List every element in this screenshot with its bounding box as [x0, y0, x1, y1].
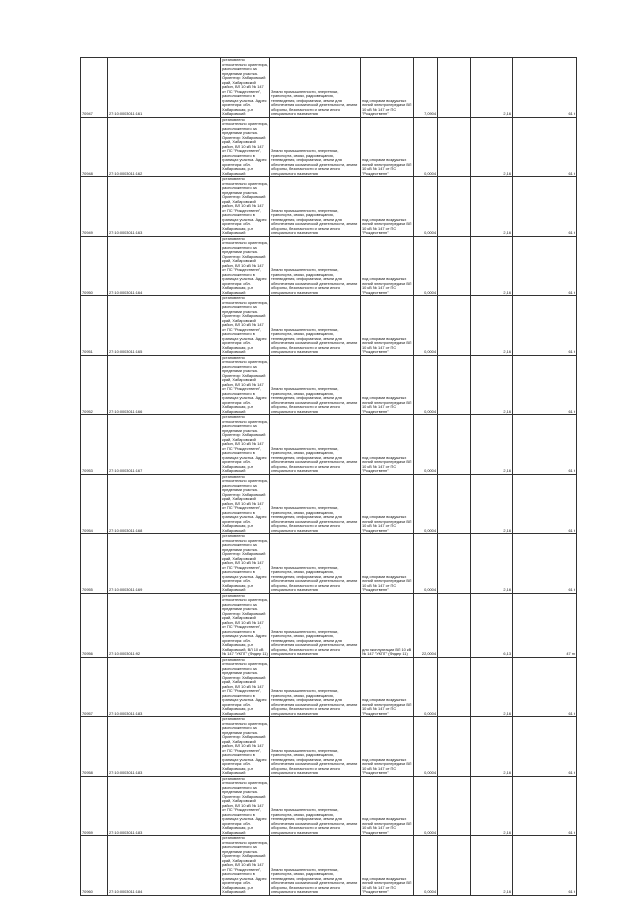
permitted-use	[361, 355, 414, 415]
trailing-value	[513, 355, 577, 415]
location-description-text: установлено относительно ориентира, расположенного за пределами участка. Ориентир: Хабаровский край, Хабаровский район, ВЛ 10 кВ № 147 от ПС "Рождественн", расположенного в границах участка. Адрес ориентира: обл. Хабаровская, р-н Хабаровский	[222, 533, 268, 592]
permitted-use-text: под опорами воздушных линий электропередачи ВЛ 10 кВ № 147 от ПС "Рождественн"	[362, 573, 412, 592]
land-category-text: Земли промышленности, энергетики, транспорта, связи, радиовещания, телевидения, информатики, земли для обеспечения космической деятельности, земли обороны, безопасности и земли иного специального назначения	[271, 747, 358, 775]
area-value	[414, 474, 438, 534]
record-number-text: 70951	[82, 349, 93, 354]
empty-cell	[438, 474, 471, 534]
area-value-text: 0,0004	[424, 170, 436, 176]
cadastral-value-text: 2,16	[503, 230, 511, 235]
cadastral-value-text: 2,16	[503, 829, 511, 835]
trailing-value	[513, 776, 577, 836]
trailing-value-text: 61 t	[568, 349, 575, 354]
cadastral-value-text: 2,16	[503, 710, 511, 716]
cadastral-number-text: 27:10:0003011:184	[109, 889, 143, 894]
table-row	[81, 717, 577, 777]
area-value	[414, 355, 438, 415]
cadastral-value-text: 6,13	[503, 651, 511, 656]
land-category-text: Земли промышленности, энергетики, транспорта, связи, радиовещания, телевидения, информатики, земли для обеспечения космической деятельности, земли обороны, безопасности и земли иного специального назначения	[271, 326, 358, 354]
permitted-use-text: под опорами воздушных линий электропередачи ВЛ 10 кВ № 147 от ПС "Рождественн"	[362, 276, 412, 295]
record-number	[81, 593, 108, 657]
area-value	[414, 593, 438, 657]
cadastral-number-text: 27:10:0003011:92	[109, 651, 141, 656]
table-row	[81, 355, 577, 415]
record-number	[81, 717, 108, 777]
area-value-text: 0,0004	[424, 710, 436, 716]
cadastral-value	[471, 836, 513, 896]
empty-cell	[438, 717, 471, 777]
cadastral-number	[108, 236, 221, 296]
location-description	[221, 415, 270, 475]
table-row	[81, 415, 577, 475]
trailing-value-text: 61 t	[568, 468, 575, 473]
record-number-text: 70954	[82, 527, 93, 533]
cadastral-number-text: 27:10:0003011:164	[109, 289, 143, 295]
permitted-use	[361, 776, 414, 836]
land-category-text: Земли промышленности, энергетики, транспорта, связи, радиовещания, телевидения, информатики, земли для обеспечения космической деятельности, земли обороны, безопасности и земли иного специального назначения	[271, 688, 358, 716]
empty-cell	[438, 355, 471, 415]
trailing-value-text: 47 m	[566, 651, 575, 656]
cadastral-number-text: 27:10:0003011:161	[109, 111, 143, 116]
table-body	[81, 58, 577, 896]
land-category-text: Земли промышленности, энергетики, транспорта, связи, радиовещания, телевидения, информатики, земли для обеспечения космической деятельности, земли обороны, безопасности и земли иного специального назначения	[271, 267, 358, 295]
cadastral-value	[471, 593, 513, 657]
record-number-text: 70952	[82, 408, 93, 414]
land-category-text: Земли промышленности, энергетики, транспорта, связи, радиовещания, телевидения, информатики, земли для обеспечения космической деятельности, земли обороны, безопасности и земли иного специального назначения	[271, 207, 358, 235]
location-description	[221, 534, 270, 594]
trailing-value-text: 61 t	[568, 170, 575, 176]
cadastral-value	[471, 657, 513, 717]
empty-cell	[438, 657, 471, 717]
document-sheet	[80, 57, 575, 896]
empty-cell	[438, 177, 471, 237]
area-value	[414, 657, 438, 717]
record-number-text: 70955	[82, 587, 93, 592]
trailing-value	[513, 415, 577, 475]
land-category-text: Земли промышленности, энергетики, транспорта, связи, радиовещания, телевидения, информатики, земли для обеспечения космической деятельности, земли обороны, безопасности и земли иного специального назначения	[271, 866, 358, 894]
permitted-use-text: под опорами воздушных линий электропередачи ВЛ 10 кВ № 147 от ПС "Рождественн"	[362, 454, 412, 473]
trailing-value	[513, 117, 577, 177]
cadastral-number	[108, 534, 221, 594]
empty-cell	[438, 117, 471, 177]
trailing-value	[513, 236, 577, 296]
cadastral-number	[108, 593, 221, 657]
trailing-value-text: 61 t	[568, 230, 575, 235]
cadastral-number-text: 27:10:0003011:163	[109, 230, 143, 235]
cadastral-number	[108, 717, 221, 777]
area-value	[414, 296, 438, 356]
cadastral-number	[108, 117, 221, 177]
table-row	[81, 776, 577, 836]
cadastral-value-text: 2,16	[503, 289, 511, 295]
permitted-use	[361, 58, 414, 118]
cadastral-value	[471, 474, 513, 534]
trailing-value	[513, 296, 577, 356]
location-description	[221, 474, 270, 534]
trailing-value	[513, 177, 577, 237]
area-value-text: 0,0004	[424, 289, 436, 295]
land-category	[270, 657, 361, 717]
table-row	[81, 534, 577, 594]
permitted-use	[361, 415, 414, 475]
area-value	[414, 117, 438, 177]
land-category	[270, 58, 361, 118]
land-category	[270, 474, 361, 534]
cadastral-number-text: 27:10:0003011:169	[109, 587, 143, 592]
cadastral-value	[471, 415, 513, 475]
permitted-use-text: под опорами воздушных линий электропередачи ВЛ 10 кВ № 147 от ПС "Рождественн"	[362, 697, 412, 716]
land-category	[270, 593, 361, 657]
empty-cell	[438, 776, 471, 836]
area-value	[414, 177, 438, 237]
permitted-use-text: под опорами воздушных линий электропередачи ВЛ 10 кВ № 147 от ПС "Рождественн"	[362, 875, 412, 894]
location-description-text: установлено относительно ориентира, расположенного за пределами участка. Ориентир: Хабаровский край, Хабаровский район, ВЛ 10 кВ № 147 от ПС "Рождественн", расположенного в границах участка. Адрес ориентира: обл. Хабаровская, р-н Хабаровский	[222, 295, 268, 354]
area-value-text: 0,0004	[424, 527, 436, 533]
location-description	[221, 593, 270, 657]
cadastral-number	[108, 836, 221, 896]
cadastral-value-text: 2,16	[503, 170, 511, 176]
cadastral-value	[471, 236, 513, 296]
record-number-text: 70958	[82, 770, 93, 775]
permitted-use-text: под опорами воздушных линий электропередачи ВЛ 10 кВ № 147 от ПС "Рождественн"	[362, 395, 412, 414]
location-description	[221, 58, 270, 118]
record-number	[81, 776, 108, 836]
trailing-value-text: 61 t	[568, 829, 575, 835]
cadastral-value-text: 2,16	[503, 587, 511, 592]
location-description	[221, 177, 270, 237]
permitted-use	[361, 117, 414, 177]
permitted-use-text: под опорами воздушных линий электропередачи ВЛ 10 кВ № 147 от ПС "Рождественн"	[362, 816, 412, 835]
permitted-use-text: под опорами воздушных линий электропередачи ВЛ 10 кВ № 147 от ПС "Рождественн"	[362, 97, 412, 116]
record-number	[81, 296, 108, 356]
area-value	[414, 236, 438, 296]
location-description-text: установлено относительно ориентира, расположенного за пределами участка. Ориентир: Хабаровский край, Хабаровский район, ВЛ 10 кВ № 147 от ПС "Рождественн", расположенного в границах участка. Адрес ориентира: обл. Хабаровская, р-н Хабаровский	[222, 716, 268, 775]
location-description-text: установлено относительно ориентира, расположенного за пределами участка. Ориентир: Хабаровский край, Хабаровский район, ВЛ 10 кВ № 147 от ПС "Рождественн", расположенного в границах участка. Адрес ориентира: обл. Хабаровская, р-н Хабаровский	[222, 835, 268, 894]
record-number	[81, 236, 108, 296]
record-number-text: 70959	[82, 829, 93, 835]
land-category-text: Земли промышленности, энергетики, транспорта, связи, радиовещания, телевидения, информатики, земли для обеспечения космической деятельности, земли обороны, безопасности и земли иного специального назначения	[271, 807, 358, 835]
trailing-value	[513, 593, 577, 657]
permitted-use	[361, 474, 414, 534]
land-category-text: Земли промышленности, энергетики, транспорта, связи, радиовещания, телевидения, информатики, земли для обеспечения космической деятельности, земли обороны, безопасности и земли иного специального назначения	[271, 148, 358, 176]
trailing-value-text: 61 t	[568, 408, 575, 414]
record-number	[81, 58, 108, 118]
cadastral-value-text: 2,16	[503, 770, 511, 775]
record-number-text: 70947	[82, 111, 93, 116]
area-value	[414, 836, 438, 896]
area-value	[414, 534, 438, 594]
area-value	[414, 58, 438, 118]
location-description-text: установлено относительно ориентира, расположенного за пределами участка. Ориентир: Хабаровский край, Хабаровский район, ВЛ 10 кВ № 147 от ПС "Рождественн", расположенного в границах участка. Адрес ориентира: обл. Хабаровская, р-н Хабаровский	[222, 176, 268, 235]
permitted-use	[361, 236, 414, 296]
cadastral-number	[108, 355, 221, 415]
table-row	[81, 177, 577, 237]
record-number-text: 70950	[82, 289, 93, 295]
location-description	[221, 657, 270, 717]
permitted-use	[361, 836, 414, 896]
record-number-text: 70949	[82, 230, 93, 235]
area-value-text: 7,0904	[424, 111, 436, 116]
cadastral-value	[471, 355, 513, 415]
table-row	[81, 296, 577, 356]
record-number	[81, 534, 108, 594]
cadastral-number-text: 27:10:0003011:162	[109, 170, 143, 176]
cadastral-value	[471, 534, 513, 594]
table-row	[81, 836, 577, 896]
table-row	[81, 58, 577, 118]
land-category	[270, 836, 361, 896]
location-description-text: установлено относительно ориентира, расположенного за пределами участка. Ориентир: Хабаровский край, Хабаровский район, ВЛ 10 кВ № 147 от ПС "Рождественн", расположенного в границах участка. Адрес ориентира: обл. Хабаровская, р-н Хабаровский	[222, 657, 268, 716]
location-description	[221, 296, 270, 356]
permitted-use-text: под опорами воздушных линий электропередачи ВЛ 10 кВ № 147 от ПС "Рождественн"	[362, 514, 412, 533]
area-value-text: 22,0004	[421, 651, 436, 656]
cadastral-value-text: 2,16	[503, 111, 511, 116]
cadastral-value	[471, 296, 513, 356]
cadastral-value-text: 2,16	[503, 349, 511, 354]
cadastral-value	[471, 717, 513, 777]
trailing-value-text: 61 t	[568, 889, 575, 894]
cadastral-number	[108, 415, 221, 475]
cadastral-number	[108, 296, 221, 356]
land-category	[270, 355, 361, 415]
cadastral-number-text: 27:10:0003011:167	[109, 468, 143, 473]
trailing-value	[513, 717, 577, 777]
land-category-text: Земли промышленности, энергетики, транспорта, связи, радиовещания, телевидения, информатики, земли для обеспечения космической деятельности, земли обороны, безопасности и земли иного специального назначения	[271, 445, 358, 473]
table-row	[81, 593, 577, 657]
cadastral-number	[108, 474, 221, 534]
land-category-text: Земли промышленности, энергетики, транспорта, связи, радиовещания, телевидения, информатики, земли для обеспечения космической деятельности, земли обороны, безопасности и земли иного специального назначения	[271, 386, 358, 414]
cadastral-value	[471, 117, 513, 177]
permitted-use-text: для эксплуатации ВЛ 10 кВ № 147 "УКПГ" (Фидер 11)	[362, 646, 412, 656]
empty-cell	[438, 296, 471, 356]
record-number-text: 70948	[82, 170, 93, 176]
area-value-text: 0,0004	[424, 349, 436, 354]
table-row	[81, 117, 577, 177]
location-description-text: установлено относительно ориентира, расположенного за пределами участка. Ориентир: Хабаровский край, Хабаровский район, ВЛ 10 кВ № 147 от ПС "Рождественн", расположенного в границах участка. Адрес ориентира: обл. Хабаровская, р-н Хабаровский	[222, 355, 268, 414]
trailing-value	[513, 58, 577, 118]
location-description	[221, 717, 270, 777]
location-description-text: установлено относительно ориентира, расположенного за пределами участка. Ориентир: Хабаровский край, Хабаровский район, ВЛ 10 кВ № 147 от ПС "Рождественн", расположенного в границах участка. Адрес ориентира: обл. Хабаровская, р-н Хабаровский, ВЛ 10 кВ № 147 "УКПГ" (Фидер 11)	[222, 593, 268, 656]
permitted-use	[361, 296, 414, 356]
land-category	[270, 177, 361, 237]
cadastral-number-text: 27:10:0003011:183	[109, 770, 143, 775]
location-description-text: установлено относительно ориентира, расположенного за пределами участка. Ориентир: Хабаровский край, Хабаровский район, ВЛ 10 кВ № 147 от ПС "Рождественн", расположенного в границах участка. Адрес ориентира: обл. Хабаровская, р-н Хабаровский	[222, 414, 268, 473]
location-description	[221, 117, 270, 177]
permitted-use	[361, 593, 414, 657]
permitted-use-text: под опорами воздушных линий электропередачи ВЛ 10 кВ № 147 от ПС "Рождественн"	[362, 756, 412, 775]
area-value-text: 0,0004	[424, 230, 436, 235]
land-category	[270, 534, 361, 594]
trailing-value-text: 61 t	[568, 710, 575, 716]
trailing-value-text: 61 t	[568, 527, 575, 533]
land-category	[270, 296, 361, 356]
record-number	[81, 657, 108, 717]
land-category-text: Земли промышленности, энергетики, транспорта, связи, радиовещания, телевидения, информатики, земли для обеспечения космической деятельности, земли обороны, безопасности и земли иного специального назначения	[271, 88, 358, 116]
cadastral-value	[471, 177, 513, 237]
trailing-value-text: 61 t	[568, 587, 575, 592]
permitted-use-text: под опорами воздушных линий электропередачи ВЛ 10 кВ № 147 от ПС "Рождественн"	[362, 216, 412, 235]
cadastral-value	[471, 58, 513, 118]
cadastral-number-text: 27:10:0003011:165	[109, 349, 143, 354]
cadastral-number-text: 27:10:0003011:183	[109, 710, 143, 716]
area-value	[414, 717, 438, 777]
trailing-value	[513, 534, 577, 594]
table-row	[81, 236, 577, 296]
location-description-text: установлено относительно ориентира, расположенного за пределами участка. Ориентир: Хабаровский край, Хабаровский район, ВЛ 10 кВ № 147 от ПС "Рождественн", расположенного в границах участка. Адрес ориентира: обл. Хабаровская, р-н Хабаровский	[222, 474, 268, 533]
empty-cell	[438, 415, 471, 475]
cadastral-number-text: 27:10:0003011:183	[109, 829, 143, 835]
table-row	[81, 657, 577, 717]
record-number	[81, 415, 108, 475]
cadastral-number	[108, 58, 221, 118]
land-plot-table	[80, 57, 577, 896]
empty-cell	[438, 58, 471, 118]
empty-cell	[438, 836, 471, 896]
permitted-use	[361, 534, 414, 594]
trailing-value	[513, 657, 577, 717]
table-row	[81, 474, 577, 534]
permitted-use	[361, 717, 414, 777]
cadastral-number-text: 27:10:0003011:168	[109, 527, 143, 533]
area-value-text: 0,0004	[424, 829, 436, 835]
area-value	[414, 776, 438, 836]
location-description-text: установлено относительно ориентира, расположенного за пределами участка. Ориентир: Хабаровский край, Хабаровский район, ВЛ 10 кВ № 147 от ПС "Рождественн", расположенного в границах участка. Адрес ориентира: обл. Хабаровская, р-н Хабаровский	[222, 117, 268, 176]
land-category-text: Земли промышленности, энергетики, транспорта, связи, радиовещания, телевидения, информатики, земли для обеспечения космической деятельности, земли обороны, безопасности и земли иного специального назначения	[271, 505, 358, 533]
land-category	[270, 776, 361, 836]
area-value-text: 0,0004	[424, 587, 436, 592]
empty-cell	[438, 593, 471, 657]
area-value-text: 0,0004	[424, 408, 436, 414]
record-number-text: 70957	[82, 710, 93, 716]
land-category-text: Земли промышленности, энергетики, транспорта, связи, радиовещания, телевидения, информатики, земли для обеспечения космической деятельности, земли обороны, безопасности и земли иного специального назначения	[271, 564, 358, 592]
land-category	[270, 236, 361, 296]
trailing-value-text: 61 t	[568, 111, 575, 116]
cadastral-number-text: 27:10:0003011:166	[109, 408, 143, 414]
area-value-text: 0,0004	[424, 468, 436, 473]
record-number	[81, 117, 108, 177]
record-number	[81, 474, 108, 534]
location-description	[221, 236, 270, 296]
location-description	[221, 355, 270, 415]
permitted-use-text: под опорами воздушных линий электропередачи ВЛ 10 кВ № 147 от ПС "Рождественн"	[362, 157, 412, 176]
area-value-text: 0,0004	[424, 770, 436, 775]
record-number-text: 70956	[82, 651, 93, 656]
trailing-value	[513, 836, 577, 896]
land-category-text: Земли промышленности, энергетики, транспорта, связи, радиовещания, телевидения, информатики, земли для обеспечения космической деятельности, земли обороны, безопасности и земли иного специального назначения	[271, 628, 358, 656]
location-description-text: установлено относительно ориентира, расположенного за пределами участка. Ориентир: Хабаровский край, Хабаровский район, ВЛ 10 кВ № 147 от ПС "Рождественн", расположенного в границах участка. Адрес ориентира: обл. Хабаровская, р-н Хабаровский	[222, 57, 268, 116]
trailing-value-text: 61 t	[568, 289, 575, 295]
land-category	[270, 415, 361, 475]
cadastral-value-text: 2,16	[503, 527, 511, 533]
record-number-text: 70960	[82, 889, 93, 894]
record-number	[81, 355, 108, 415]
location-description	[221, 836, 270, 896]
location-description	[221, 776, 270, 836]
record-number-text: 70953	[82, 468, 93, 473]
record-number	[81, 836, 108, 896]
empty-cell	[438, 236, 471, 296]
cadastral-value-text: 2,16	[503, 408, 511, 414]
permitted-use-text: под опорами воздушных линий электропередачи ВЛ 10 кВ № 147 от ПС "Рождественн"	[362, 335, 412, 354]
cadastral-value	[471, 776, 513, 836]
permitted-use	[361, 657, 414, 717]
area-value	[414, 415, 438, 475]
cadastral-number	[108, 657, 221, 717]
location-description-text: установлено относительно ориентира, расположенного за пределами участка. Ориентир: Хабаровский край, Хабаровский район, ВЛ 10 кВ № 147 от ПС "Рождественн", расположенного в границах участка. Адрес ориентира: обл. Хабаровская, р-н Хабаровский	[222, 236, 268, 295]
trailing-value-text: 61 t	[568, 770, 575, 775]
empty-cell	[438, 534, 471, 594]
trailing-value	[513, 474, 577, 534]
permitted-use	[361, 177, 414, 237]
cadastral-number	[108, 776, 221, 836]
cadastral-number	[108, 177, 221, 237]
land-category	[270, 717, 361, 777]
area-value-text: 0,0004	[424, 889, 436, 894]
land-category	[270, 117, 361, 177]
cadastral-value-text: 2,16	[503, 468, 511, 473]
location-description-text: установлено относительно ориентира, расположенного за пределами участка. Ориентир: Хабаровский край, Хабаровский район, ВЛ 10 кВ № 147 от ПС "Рождественн", расположенного в границах участка. Адрес ориентира: обл. Хабаровская, р-н Хабаровский	[222, 776, 268, 835]
record-number	[81, 177, 108, 237]
cadastral-value-text: 2,16	[503, 889, 511, 894]
